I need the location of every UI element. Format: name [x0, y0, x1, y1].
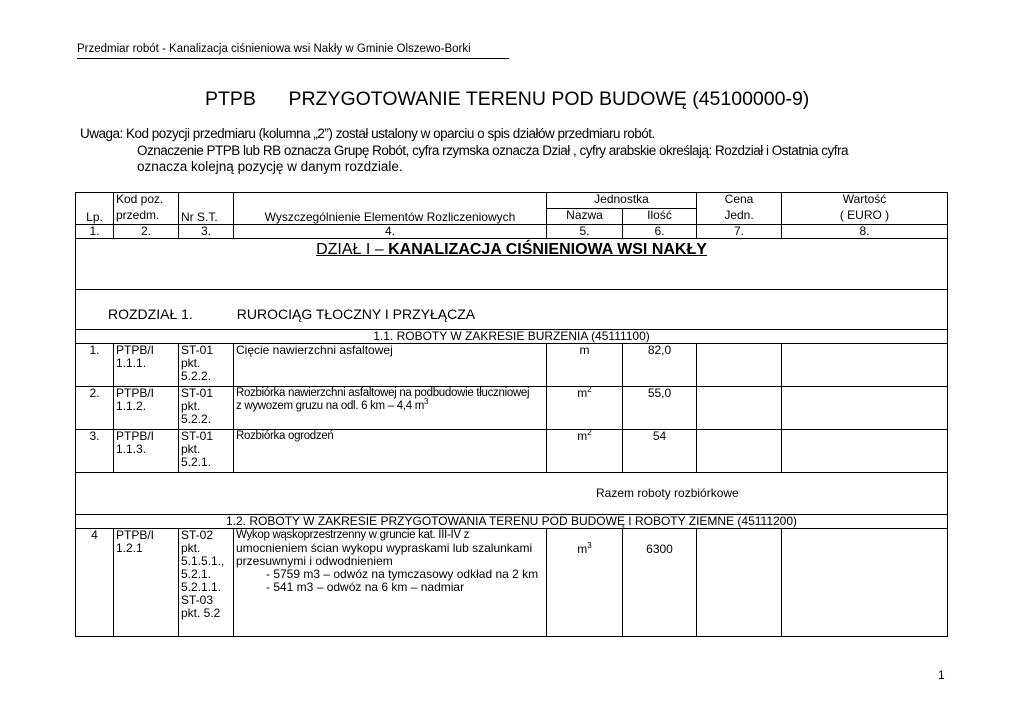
- row-qty: 6300: [623, 529, 697, 637]
- row-kod: [114, 344, 179, 387]
- desc-line: Wykop wąskoprzestrzenny w gruncie kat. III-IV z: [236, 529, 470, 541]
- st-line: pkt. 5.2: [181, 606, 221, 620]
- row-lp: 1.: [76, 344, 114, 387]
- chapter-row: [76, 290, 948, 330]
- page-title: [205, 88, 809, 111]
- kod-line: 1.1.2.: [116, 399, 147, 413]
- table-row: [76, 529, 948, 637]
- note-block: [80, 126, 848, 176]
- section-name: KANALIZACJA CIŚNIENIOWA WSI NAKŁY: [388, 241, 707, 258]
- unit-superscript: 2: [587, 385, 592, 394]
- kod-line: PTPB/I: [116, 343, 155, 357]
- kod-line: 1.1.3.: [116, 442, 147, 456]
- row-st: [179, 344, 234, 387]
- desc-line: Rozbiórka nawierzchni asfaltowej na podbudowie tłuczniowej: [236, 387, 530, 399]
- st-line: 5.2.2.: [181, 412, 212, 426]
- column-numbers-row: [76, 225, 948, 239]
- st-line: ST-01: [181, 343, 214, 357]
- header-row-1: [76, 193, 948, 209]
- row-st: [179, 387, 234, 430]
- header-kod-2: przedm.: [114, 209, 179, 225]
- kod-line: 1.2.1: [116, 541, 143, 555]
- subchapter-1-title: 1.1. ROBOTY W ZAKRESIE BURZENIA (45111100): [76, 330, 948, 344]
- header-wart-1: Wartość: [782, 193, 948, 209]
- desc-line: [236, 397, 544, 413]
- desc-line: - 5759 m3 – odwóz na tymczasowy odkład na 2 km: [266, 567, 539, 581]
- row-lp: 2.: [76, 387, 114, 430]
- table-row: [76, 344, 948, 387]
- st-line: ST-01: [181, 429, 214, 443]
- unit-text: m: [577, 386, 588, 400]
- title-text: PRZYGOTOWANIE TERENU POD BUDOWĘ (45100000-9): [288, 88, 810, 110]
- header-kod-1: Kod poz.: [114, 193, 179, 209]
- table-row: [76, 430, 948, 473]
- row-unit: [547, 529, 623, 637]
- note-line-2: Oznaczenie PTPB lub RB oznacza Grupę Robót, cyfra rzymska oznacza Dział , cyfry arabskie określają: Rozdział i Ostatnia cyfra: [137, 142, 849, 158]
- row-qty: 82,0: [623, 344, 697, 387]
- page-header: Przedmiar robót - Kanalizacja ciśnieniowa wsi Nakły w Gminie Olszewo-Borki: [77, 43, 471, 55]
- desc-line: - 541 m3 – odwóz na 6 km – nadmiar: [266, 580, 465, 594]
- row-kod: [114, 387, 179, 430]
- row-value: [782, 529, 948, 637]
- table-row: [76, 387, 948, 430]
- st-line: pkt.: [181, 442, 201, 456]
- col-number: 7.: [697, 225, 782, 239]
- col-number: 2.: [114, 225, 179, 239]
- col-number: 5.: [547, 225, 623, 239]
- desc-text: z wywozem gruzu na odl. 6 km – 4,4 m: [236, 400, 424, 412]
- row-value: [782, 387, 948, 430]
- row-lp: 3.: [76, 430, 114, 473]
- unit-text: m: [577, 429, 588, 443]
- subtotal-row: [76, 473, 948, 515]
- row-price: [697, 430, 782, 473]
- note-line-1: Uwaga: Kod pozycji przedmiaru (kolumna „2”) został ustalony w oparciu o spis działów przedmiaru robót.: [80, 126, 655, 141]
- row-kod: [114, 430, 179, 473]
- row-price: [697, 387, 782, 430]
- row-lp: 4: [76, 529, 114, 637]
- col-number: 8.: [782, 225, 948, 239]
- st-line: pkt.: [181, 541, 201, 555]
- chapter-name: RUROCIĄG TŁOCZNY I PRZYŁĄCZA: [236, 306, 476, 322]
- st-line: 5.1.5.1.,: [181, 554, 225, 568]
- col-number: 6.: [623, 225, 697, 239]
- row-st: [179, 430, 234, 473]
- row-price: [697, 344, 782, 387]
- st-line: 5.2.1.: [181, 455, 212, 469]
- chapter-title: [76, 290, 948, 330]
- row-qty: 55,0: [623, 387, 697, 430]
- unit-superscript: 3: [587, 541, 592, 550]
- st-line: ST-01: [181, 386, 214, 400]
- subchapter-row-1: [76, 330, 948, 344]
- estimate-table: [75, 192, 948, 637]
- row-qty: 54: [623, 430, 697, 473]
- header-desc: Wyszczególnienie Elementów Rozliczeniowych: [234, 193, 547, 225]
- header-nrst: Nr S.T.: [179, 193, 234, 225]
- kod-line: 1.1.1.: [116, 356, 147, 370]
- col-number: 4.: [234, 225, 547, 239]
- st-line: pkt.: [181, 399, 201, 413]
- row-desc: Rozbiórka ogrodzeń: [234, 430, 547, 473]
- kod-line: PTPB/I: [116, 386, 155, 400]
- st-line: ST-02: [181, 528, 214, 542]
- row-unit: [547, 387, 623, 430]
- desc-line: umocnieniem ścian wykopu wypraskami lub szalunkami: [236, 541, 533, 555]
- row-desc: [234, 529, 547, 637]
- header-jednostka: Jednostka: [547, 193, 697, 209]
- st-line: 5.2.1.: [181, 567, 212, 581]
- row-value: [782, 430, 948, 473]
- st-line: 5.2.2.: [181, 369, 212, 383]
- header-cena-1: Cena: [697, 193, 782, 209]
- desc-line: przesuwnymi i odwodnieniem: [236, 554, 393, 568]
- section-title: [76, 239, 948, 290]
- st-line: ST-03: [181, 593, 214, 607]
- title-code: PTPB: [205, 88, 256, 110]
- unit-text: m: [579, 343, 590, 357]
- row-kod: [114, 529, 179, 637]
- row-st: [179, 529, 234, 637]
- row-value: [782, 344, 948, 387]
- row-price: [697, 529, 782, 637]
- row-desc: [234, 387, 547, 430]
- section-row: [76, 239, 948, 290]
- kod-line: PTPB/I: [116, 429, 155, 443]
- section-prefix: DZIAŁ I –: [316, 241, 389, 258]
- header-wart-2: ( EURO ): [782, 209, 948, 225]
- header-cena-2: Jedn.: [697, 209, 782, 225]
- page-number: 1: [938, 668, 945, 682]
- header-lp: Lp.: [76, 193, 114, 225]
- chapter-label: ROZDZIAŁ 1.: [108, 306, 193, 322]
- subtotal-label: Razem roboty rozbiórkowe: [76, 473, 948, 515]
- row-unit: [547, 344, 623, 387]
- st-line: 5.2.1.1.: [181, 580, 222, 594]
- col-number: 1.: [76, 225, 114, 239]
- unit-text: m: [577, 542, 588, 556]
- header-ilosc: Ilość: [623, 209, 697, 225]
- col-number: 3.: [179, 225, 234, 239]
- kod-line: PTPB/I: [116, 528, 155, 542]
- note-line-3: oznacza kolejną pozycję w danym rozdziale.: [137, 159, 403, 174]
- unit-superscript: 2: [587, 428, 592, 437]
- superscript: 3: [423, 397, 429, 407]
- header-nazwa: Nazwa: [547, 209, 623, 225]
- st-line: pkt.: [181, 356, 201, 370]
- row-unit: [547, 430, 623, 473]
- subchapter-2-title: 1.2. ROBOTY W ZAKRESIE PRZYGOTOWANIA TERENU POD BUDOWĘ I ROBOTY ZIEMNE (45111200): [76, 515, 948, 529]
- subchapter-row-2: [76, 515, 948, 529]
- row-desc: Cięcie nawierzchni asfaltowej: [234, 344, 547, 387]
- header-underline: [77, 58, 509, 59]
